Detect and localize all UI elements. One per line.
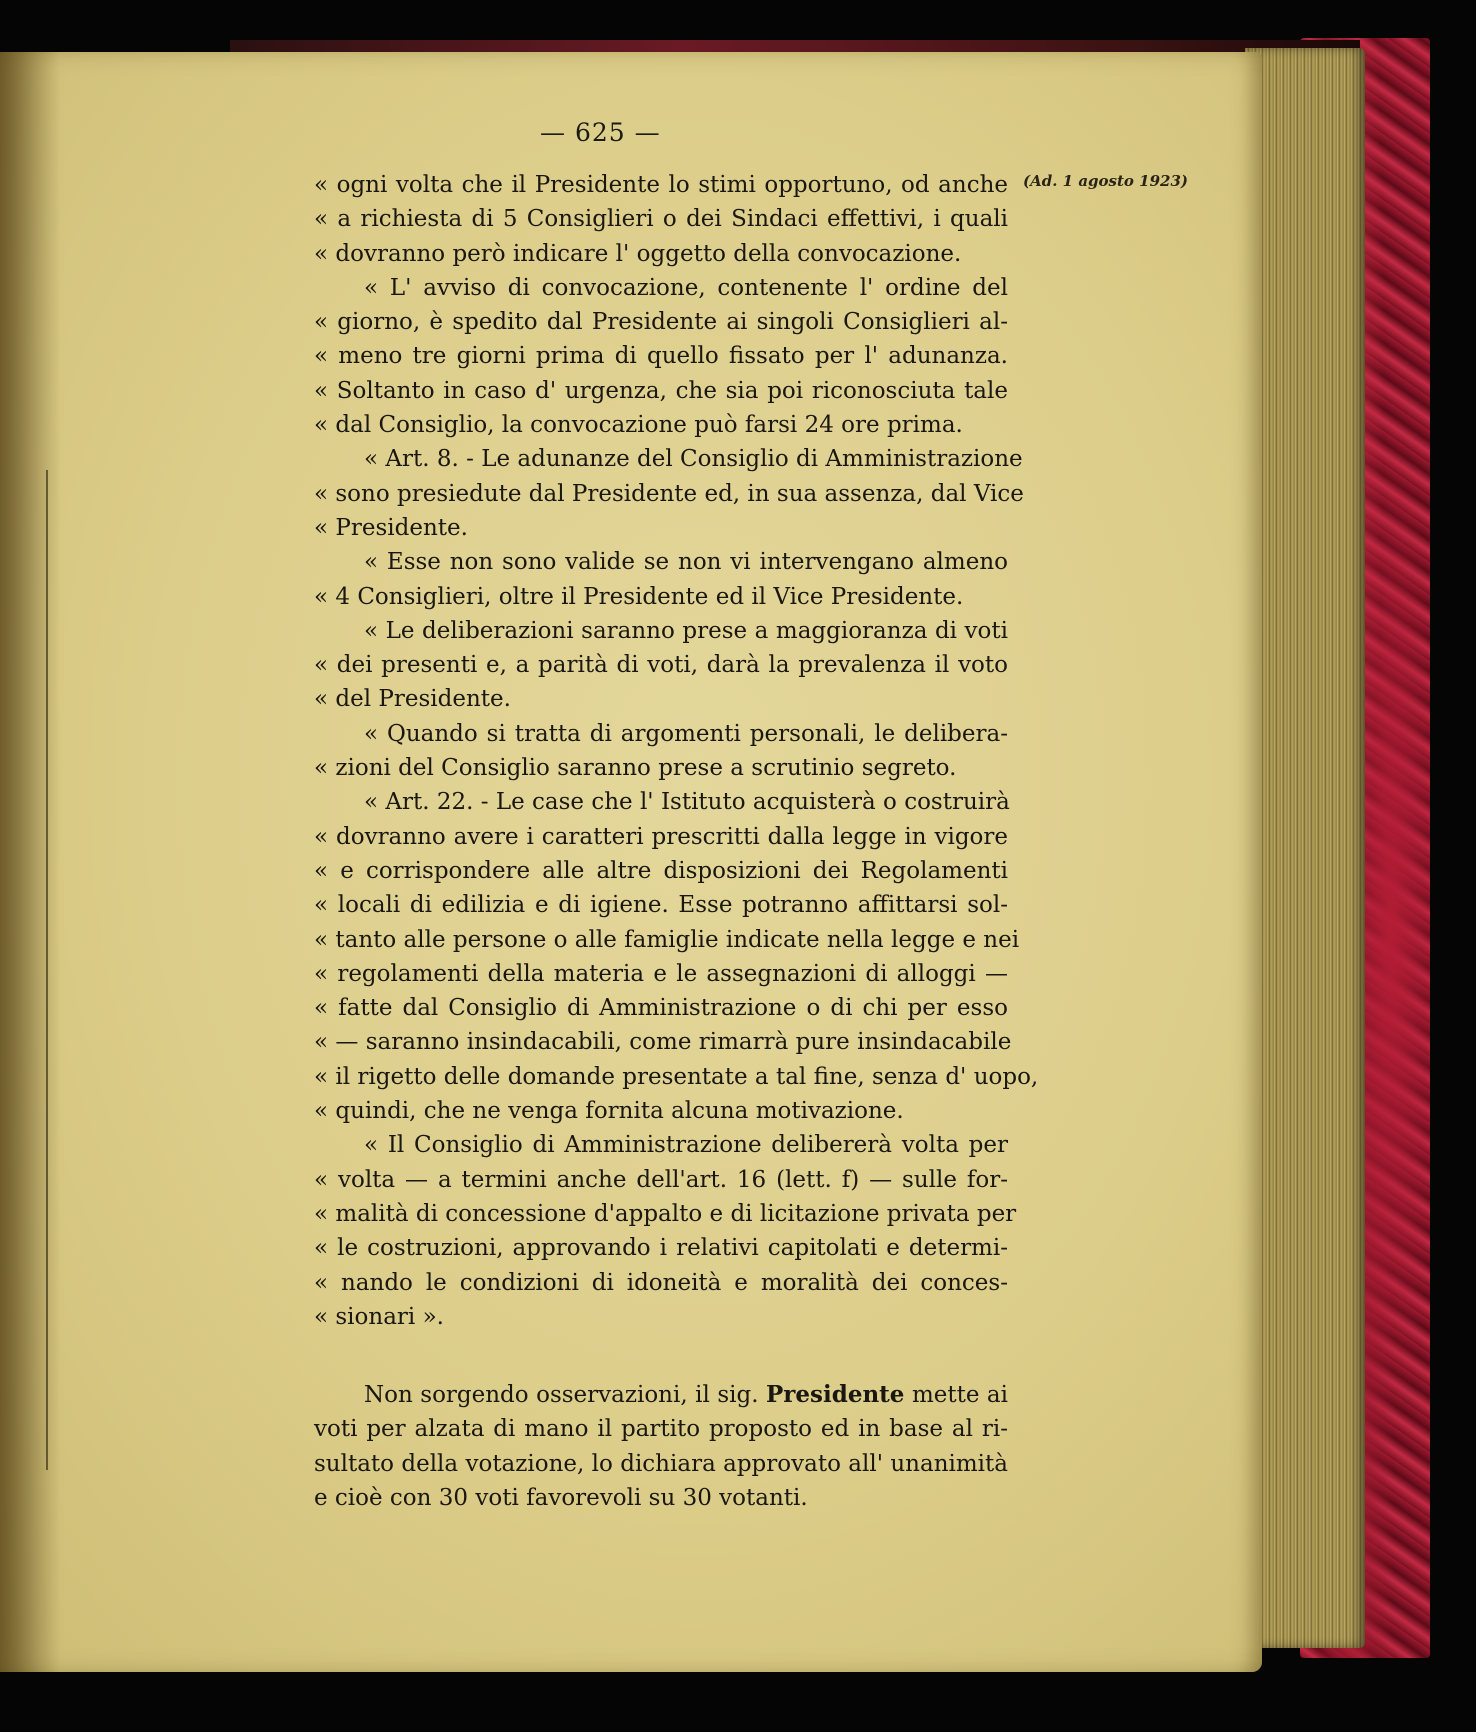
text-line: « zioni del Consiglio saranno prese a scrutinio segreto. <box>314 755 957 782</box>
text-line: « sono presiedute dal Presidente ed, in sua assenza, dal Vice <box>314 480 1024 507</box>
text-line: « le costruzioni, approvando i relativi capitolati e determi- <box>314 1235 1008 1262</box>
text-line: « Esse non sono valide se non vi intervengano almeno <box>364 549 1008 576</box>
margin-marks <box>46 470 54 1470</box>
text-line: « Soltanto in caso d' urgenza, che sia poi riconosciuta tale <box>314 377 1008 404</box>
text-line: « Art. 8. - Le adunanze del Consiglio di Amministrazione <box>364 446 1023 473</box>
text-line: « Quando si tratta di argomenti personali, le delibera- <box>364 720 1008 747</box>
text-line: « dovranno però indicare l' oggetto della convocazione. <box>314 240 962 267</box>
text-line: « — saranno insindacabili, come rimarrà pure insindacabile <box>314 1029 1012 1056</box>
text-line: « 4 Consiglieri, oltre il Presidente ed il Vice Presidente. <box>314 583 964 610</box>
text-line: « tanto alle persone o alle famiglie indicate nella legge e nei <box>314 926 1020 953</box>
president-bold: Presidente <box>766 1381 905 1409</box>
text-line: « meno tre giorni prima di quello fissato per l' adunanza. <box>314 343 1008 370</box>
text-line: « Presidente. <box>314 514 468 541</box>
text-line: « Il Consiglio di Amministrazione delibererà volta per <box>364 1132 1008 1159</box>
text-line: « del Presidente. <box>314 686 511 713</box>
text-line: « e corrispondere alle altre disposizioni dei Regolamenti <box>314 857 1008 884</box>
text-line: « sionari ». <box>314 1303 444 1330</box>
closing-paragraph <box>314 1378 1008 1515</box>
closing-line: e cioè con 30 voti favorevoli su 30 votanti. <box>314 1484 808 1511</box>
closing-line: voti per alzata di mano il partito proposto ed in base al ri- <box>314 1416 1008 1443</box>
text-line: « regolamenti della materia e le assegnazioni di alloggi — <box>314 960 1008 987</box>
side-note-date: (Ad. 1 agosto 1923) <box>1023 172 1188 190</box>
page-number: — 625 — <box>540 118 661 147</box>
text-line: « L' avviso di convocazione, contenente l' ordine del <box>364 274 1008 301</box>
text-line: « nando le condizioni di idoneità e moralità dei conces- <box>314 1269 1008 1296</box>
closing-line: sultato della votazione, lo dichiara approvato all' unanimità <box>314 1450 1008 1477</box>
text-line: « dovranno avere i caratteri prescritti dalla legge in vigore <box>314 823 1008 850</box>
page-edges <box>1245 48 1365 1648</box>
body-text <box>314 168 1039 1515</box>
text-line: « malità di concessione d'appalto e di licitazione privata per <box>314 1200 1017 1227</box>
closing-line: Non sorgendo osservazioni, il sig. Presidente mette ai <box>364 1381 1008 1409</box>
text-line: « dal Consiglio, la convocazione può farsi 24 ore prima. <box>314 412 963 439</box>
text-line: « fatte dal Consiglio di Amministrazione o di chi per esso <box>314 995 1008 1022</box>
text-line: « a richiesta di 5 Consiglieri o dei Sindaci effettivi, i quali <box>314 206 1008 233</box>
text-line: « ogni volta che il Presidente lo stimi opportuno, od anche <box>314 172 1008 198</box>
text-line: « quindi, che ne venga fornita alcuna motivazione. <box>314 1098 904 1125</box>
text-line: « volta — a termini anche dell'art. 16 (lett. f) — sulle for- <box>314 1166 1008 1193</box>
text-line: « Art. 22. - Le case che l' Istituto acquisterà o costruirà <box>364 789 1010 816</box>
text-line: « dei presenti e, a parità di voti, darà la prevalenza il voto <box>314 652 1008 679</box>
quoted-statute-text <box>314 168 1039 1334</box>
text-line: « il rigetto delle domande presentate a tal fine, senza d' uopo, <box>314 1063 1039 1090</box>
text-line: « Le deliberazioni saranno prese a maggioranza di voti <box>364 617 1008 644</box>
text-line: « locali di edilizia e di igiene. Esse potranno affittarsi sol- <box>314 892 1008 919</box>
text-line: « giorno, è spedito dal Presidente ai singoli Consiglieri al- <box>314 309 1008 336</box>
